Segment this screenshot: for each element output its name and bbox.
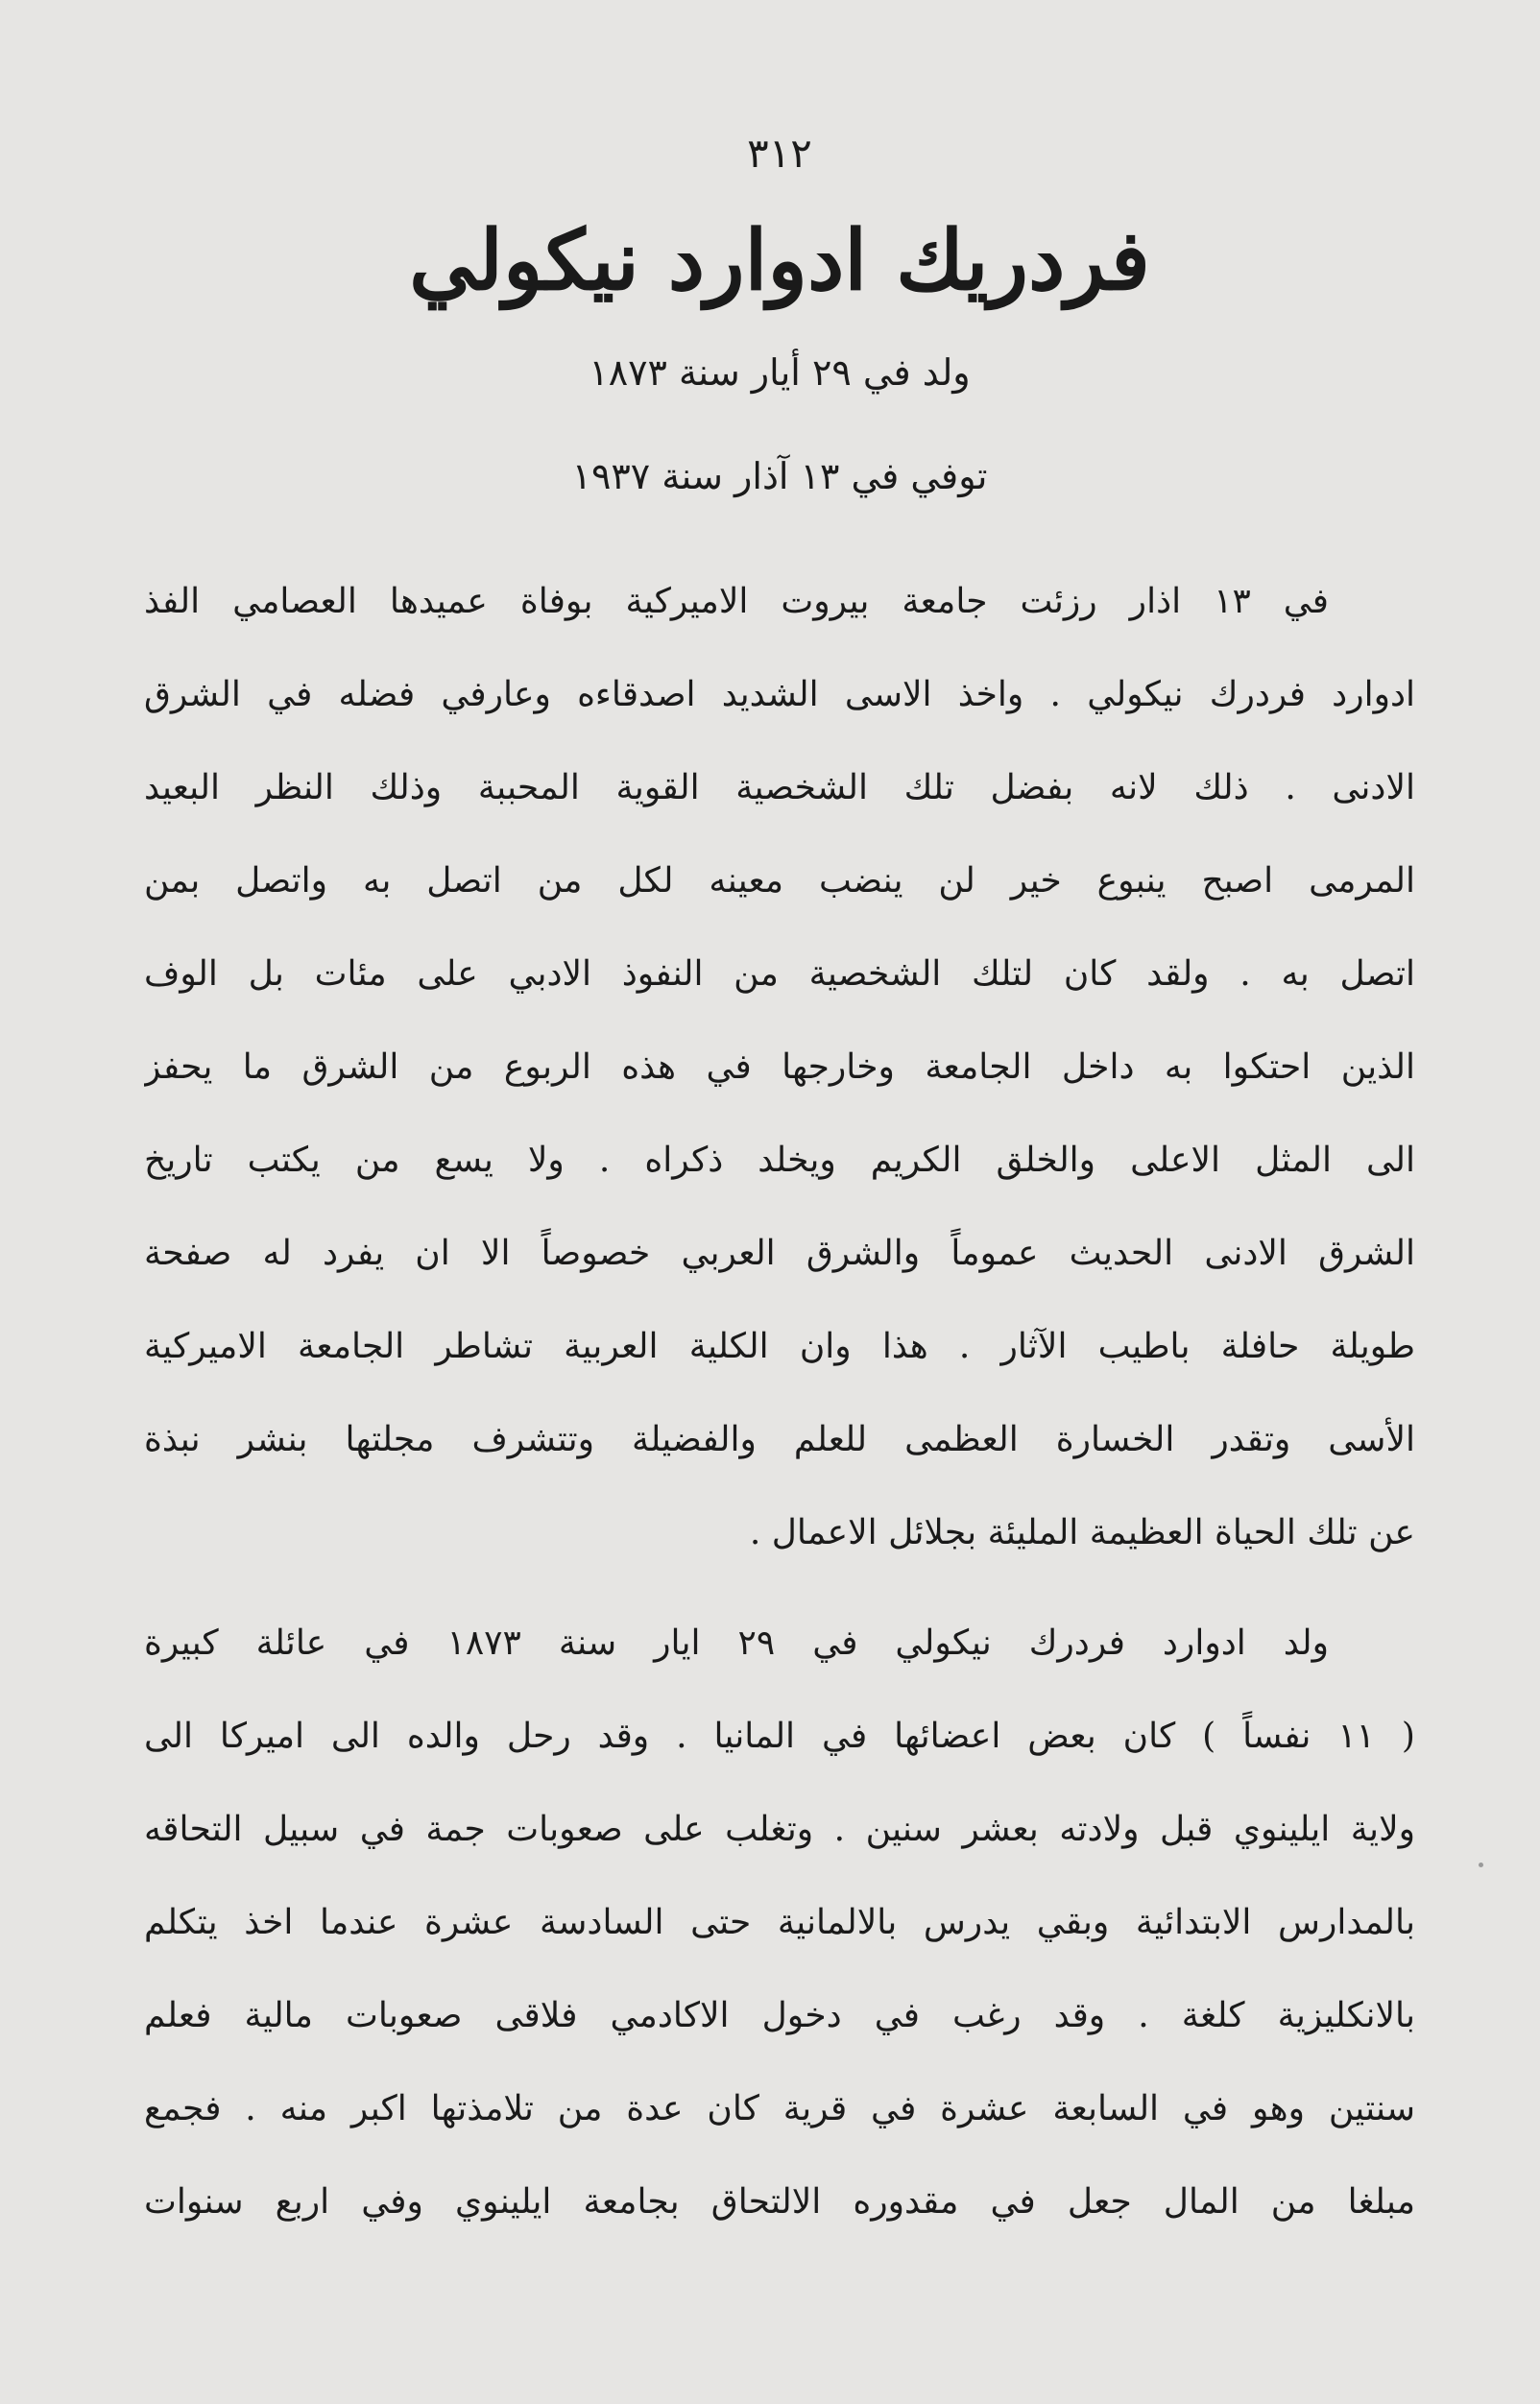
text-line: الأسى وتقدر الخسارة العظمى للعلم والفضيلة وتتشرف مجلتها بنشر نبذة	[144, 1420, 1415, 1459]
text-line: المرمى اصبح ينبوع خير لن ينضب معينه لكل من اتصل به واتصل بمن	[144, 861, 1415, 901]
text-line: بالانكليزية كلغة . وقد رغب في دخول الاكادمي فلاقى صعوبات مالية فعلم	[144, 1996, 1415, 2035]
text-line: الذين احتكوا به داخل الجامعة وخارجها في هذه الربوع من الشرق ما يحفز	[144, 1047, 1415, 1087]
text-line: الى المثل الاعلى والخلق الكريم ويخلد ذكراه . ولا يسع من يكتب تاريخ	[144, 1141, 1415, 1180]
paragraph-intro	[144, 555, 1415, 1579]
text-line: سنتين وهو في السابعة عشرة في قرية كان عدة من تلامذتها اكبر منه . فجمع	[144, 2089, 1415, 2128]
text-line: مبلغا من المال جعل في مقدوره الالتحاق بجامعة ايلينوي وفي اربع سنوات	[144, 2182, 1415, 2222]
text-line: عن تلك الحياة العظيمة المليئة بجلائل الاعمال .	[749, 1513, 1415, 1552]
text-line: في ١٣ اذار رزئت جامعة بيروت الاميركية بوفاة عميدها العصامي الفذ	[144, 582, 1329, 621]
text-line: ( ١١ نفساً ) كان بعض اعضائها في المانيا . وقد رحل والده الى اميركا الى	[144, 1717, 1415, 1756]
text-line: بالمدارس الابتدائية وبقي يدرس بالالمانية حتى السادسة عشرة عندما اخذ يتكلم	[144, 1903, 1415, 1942]
text-line: ولاية ايلينوي قبل ولادته بعشر سنين . وتغلب على صعوبات جمة في سبيل التحاقه	[144, 1810, 1415, 1849]
paper-speck	[1479, 1863, 1483, 1867]
text-line: الشرق الادنى الحديث عموماً والشرق العربي خصوصاً الا ان يفرد له صفحة	[144, 1234, 1415, 1273]
text-line: طويلة حافلة باطيب الآثار . هذا وان الكلية العربية تشاطر الجامعة الاميركية	[144, 1327, 1415, 1366]
text-line: ولد ادوارد فردرك نيكولي في ٢٩ ايار سنة ١٨٧٣ في عائلة كبيرة	[144, 1623, 1329, 1663]
page-number: ٣١٢	[747, 130, 812, 177]
birth-date-line: ولد في ٢٩ أيار سنة ١٨٧٣	[589, 351, 971, 394]
article-title: فردريك ادوارد نيكولي	[409, 212, 1150, 309]
text-line: ادوارد فردرك نيكولي . واخذ الاسى الشديد اصدقاءه وعارفي فضله في الشرق	[144, 675, 1415, 714]
text-line: الادنى . ذلك لانه بفضل تلك الشخصية القوية المحببة وذلك النظر البعيد	[144, 768, 1415, 807]
text-line: اتصل به . ولقد كان لتلك الشخصية من النفوذ الادبي على مئات بل الوف	[144, 954, 1415, 994]
death-date-line: توفي في ١٣ آذار سنة ١٩٣٧	[571, 455, 988, 497]
paragraph-biography	[144, 1597, 1415, 2248]
